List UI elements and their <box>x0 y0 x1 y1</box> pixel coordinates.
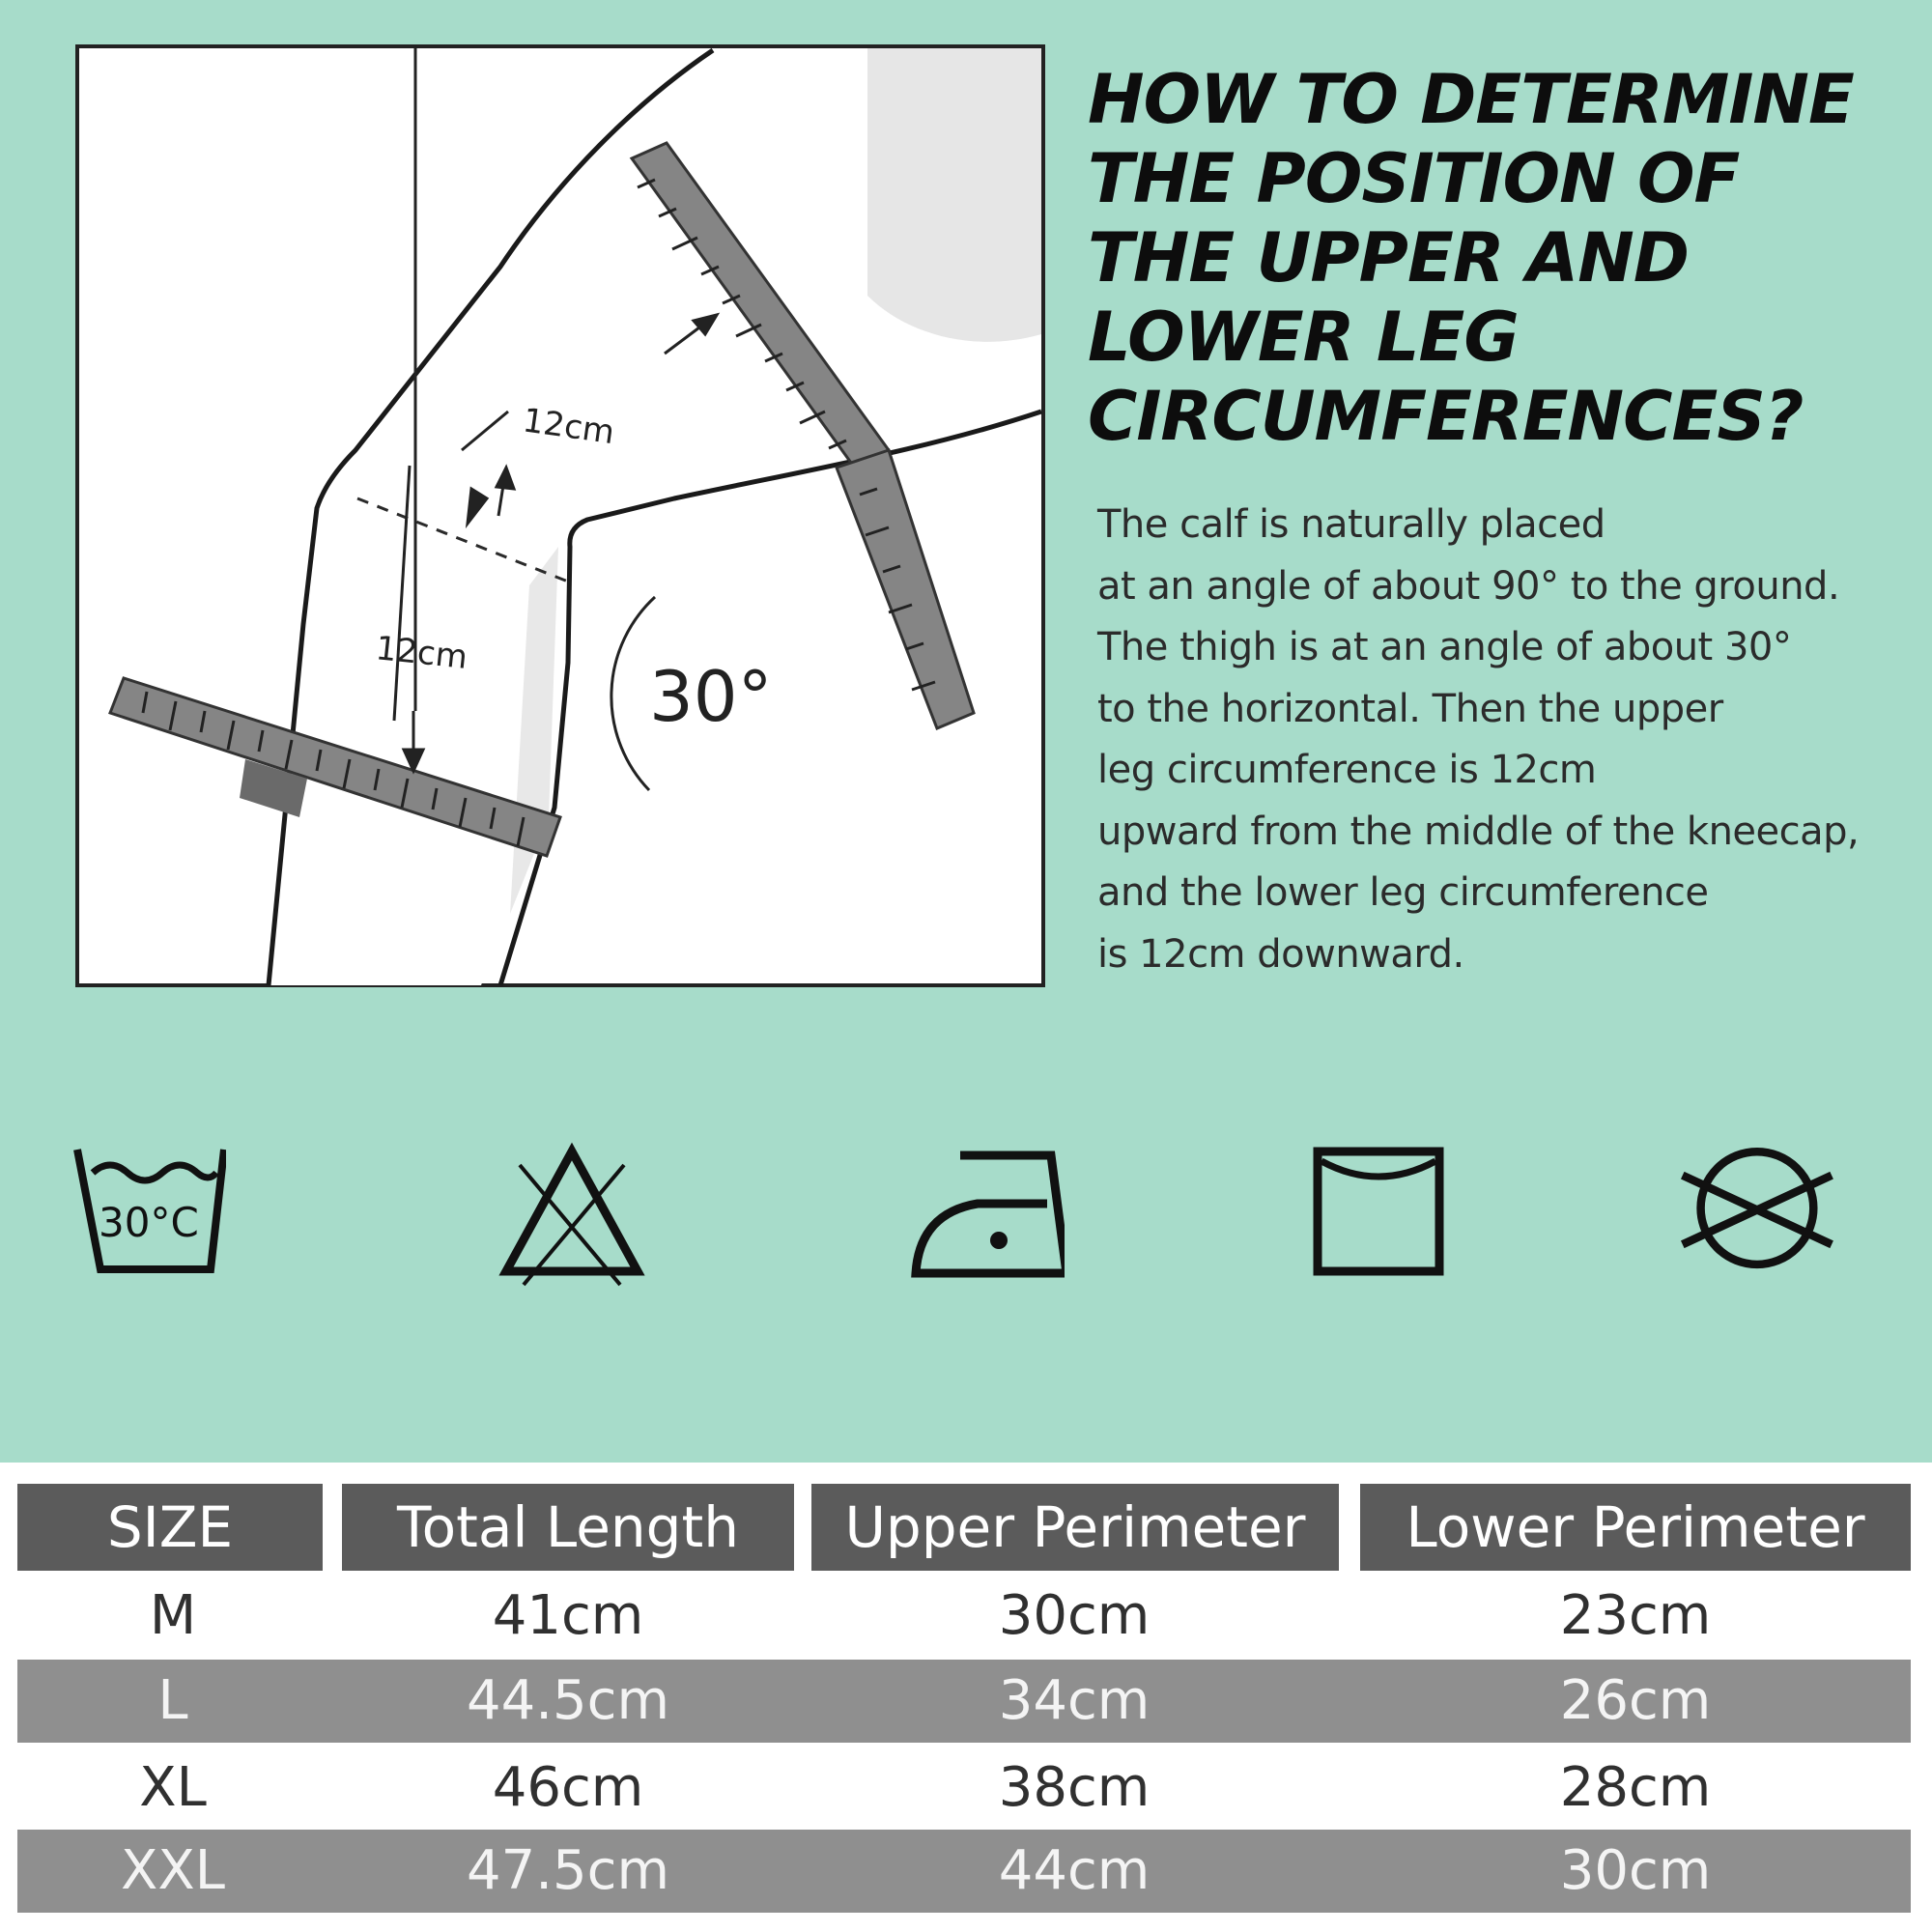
table-row <box>17 1830 1911 1913</box>
table-row <box>17 1660 1911 1743</box>
description-line: The thigh is at an angle of about 30° <box>1097 625 1792 669</box>
upper-distance-label: 12cm <box>520 401 617 453</box>
upper-perimeter-cell: 34cm <box>998 1669 1151 1732</box>
total-length-cell: 41cm <box>492 1584 644 1647</box>
table-header-upper-perimeter: Upper Perimeter <box>811 1484 1339 1571</box>
description-line: leg circumference is 12cm <box>1097 748 1597 792</box>
table-header-total-length: Total Length <box>342 1484 794 1571</box>
wash-30-icon <box>71 1140 226 1294</box>
description-line: is 12cm downward. <box>1097 931 1464 977</box>
heading-line: CIRCUMFERENCES? <box>1088 377 1804 456</box>
size-cell: XXL <box>121 1839 225 1902</box>
description-line: The calf is naturally placed <box>1097 502 1605 547</box>
lower-perimeter-cell: 26cm <box>1559 1669 1712 1732</box>
no-bleach-icon <box>495 1140 649 1294</box>
upper-perimeter-cell: 44cm <box>998 1839 1151 1902</box>
total-length-cell: 47.5cm <box>466 1839 670 1902</box>
page-heading <box>1088 60 1918 456</box>
description-line: upward from the middle of the kneecap, <box>1097 809 1860 854</box>
size-cell: XL <box>139 1756 207 1819</box>
table-header-lower-perimeter: Lower Perimeter <box>1360 1484 1911 1571</box>
description-line: at an angle of about 90° to the ground. <box>1097 563 1840 609</box>
size-table <box>17 1484 1911 1913</box>
upper-perimeter-cell: 30cm <box>998 1584 1151 1647</box>
size-cell: M <box>149 1584 197 1647</box>
lower-distance-label: 12cm <box>374 629 469 677</box>
angle-label: 30° <box>649 656 773 737</box>
description-line: to the horizontal. Then the upper <box>1097 686 1723 731</box>
description-paragraph <box>1097 495 1928 985</box>
description-line: and the lower leg circumference <box>1097 870 1709 915</box>
table-row <box>17 1747 1911 1830</box>
size-cell: L <box>157 1669 188 1732</box>
heading-line: THE POSITION OF <box>1088 139 1740 218</box>
lower-perimeter-cell: 28cm <box>1559 1756 1712 1819</box>
lower-perimeter-cell: 23cm <box>1559 1584 1712 1647</box>
wash-temperature-label: 30°C <box>99 1199 199 1246</box>
lower-perimeter-cell: 30cm <box>1559 1839 1712 1902</box>
dry-flat-icon <box>1312 1140 1466 1294</box>
total-length-cell: 44.5cm <box>466 1669 670 1732</box>
heading-line: THE UPPER AND <box>1088 218 1689 298</box>
heading-line: LOWER LEG <box>1088 298 1519 377</box>
no-tumble-dry-icon <box>1679 1140 1833 1294</box>
total-length-cell: 46cm <box>492 1756 644 1819</box>
upper-perimeter-cell: 38cm <box>998 1756 1151 1819</box>
table-header-size: SIZE <box>17 1484 323 1571</box>
knee-measurement-diagram <box>75 44 1045 987</box>
iron-low-heat-icon <box>910 1140 1065 1294</box>
heading-line: HOW TO DETERMINE <box>1088 60 1854 139</box>
table-row <box>17 1575 1911 1658</box>
